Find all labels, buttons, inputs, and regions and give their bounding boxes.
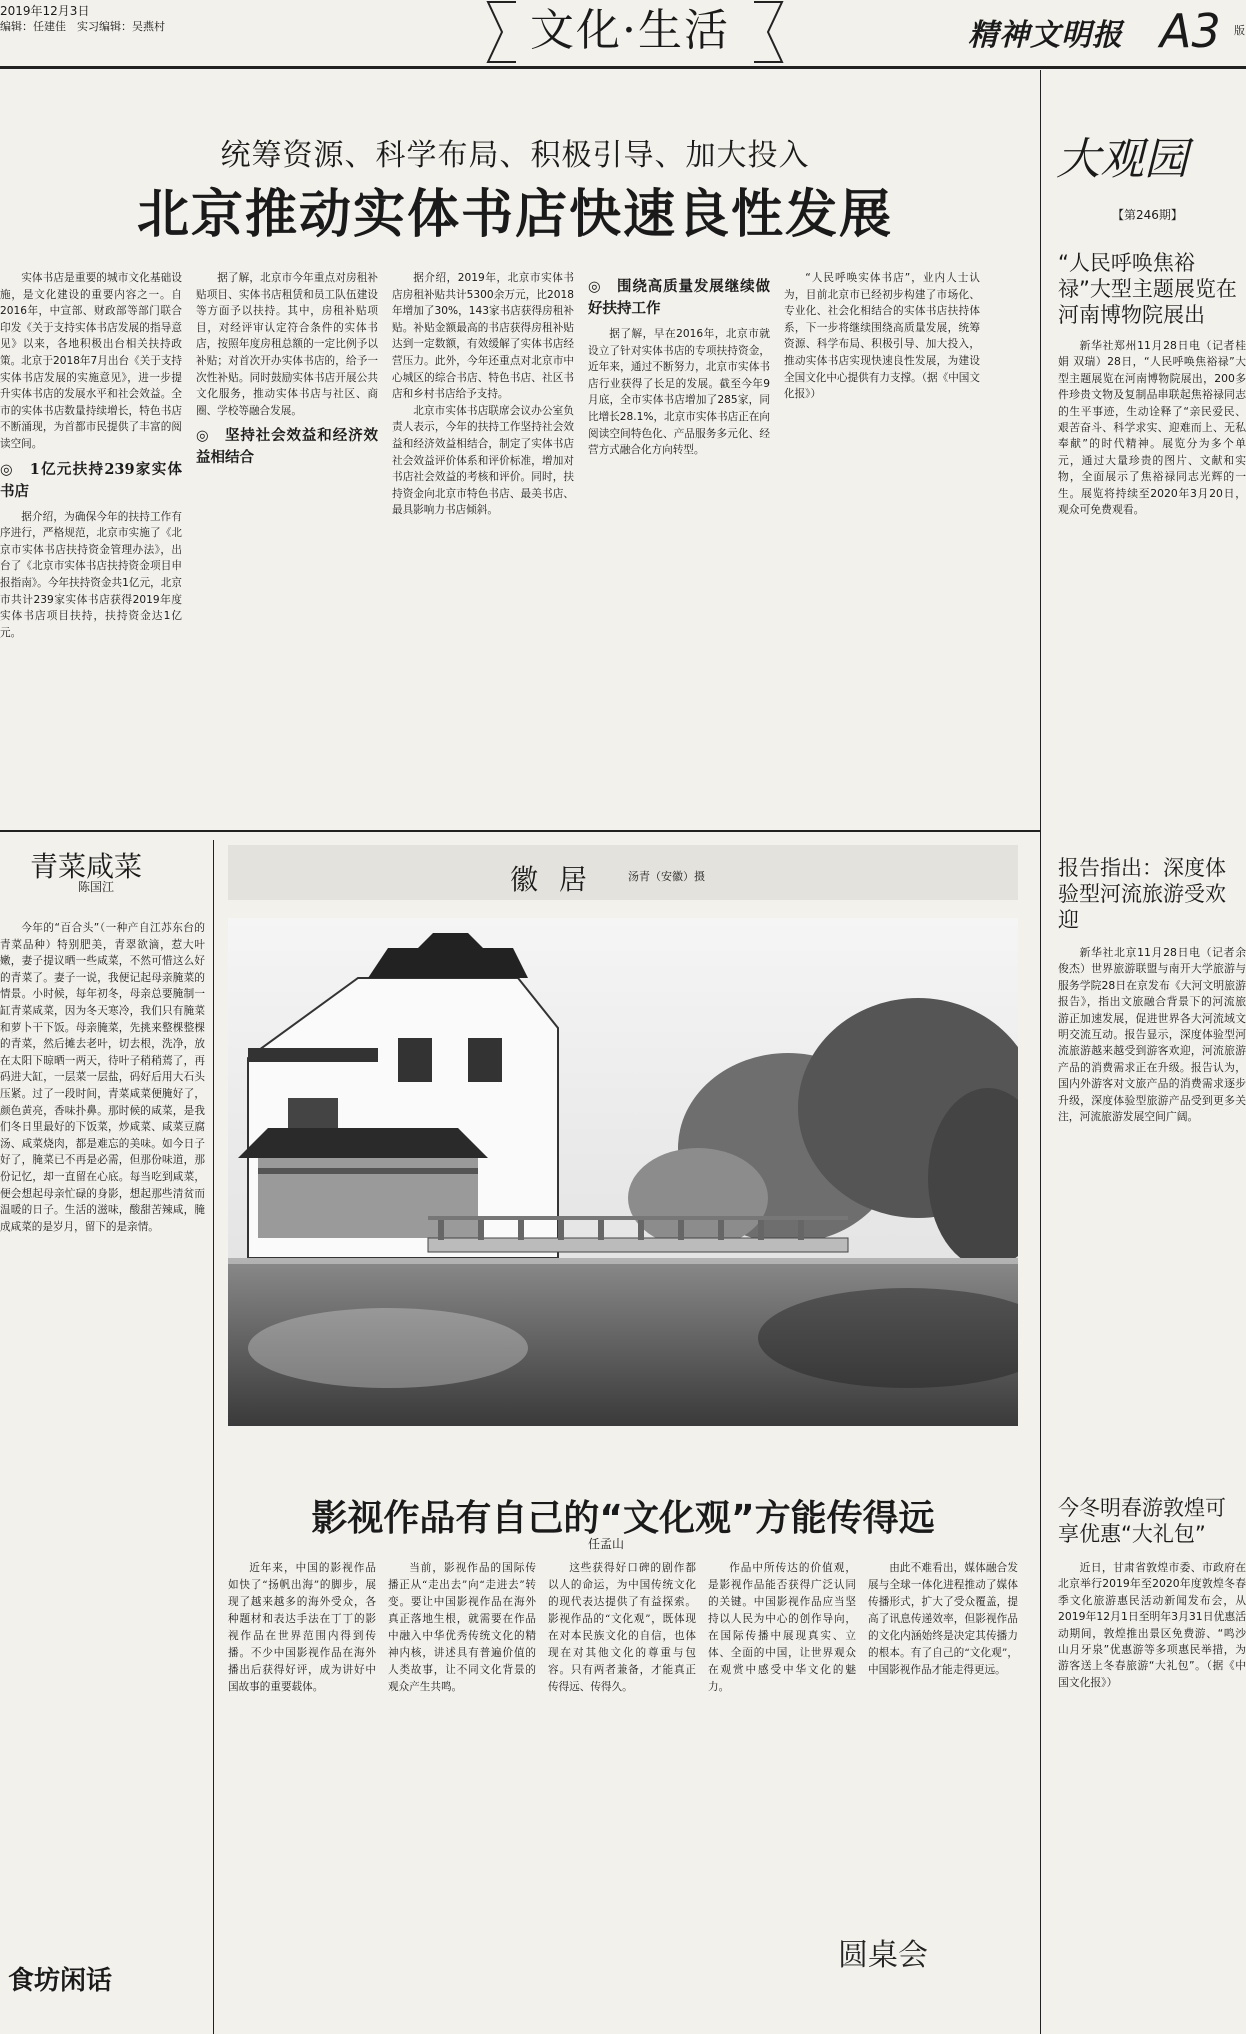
section-title: 文化·生活 [530, 5, 730, 56]
edition-label: 版 [1234, 24, 1245, 37]
sidebar-story-2-title: 报告指出：深度体验型河流旅游受欢迎 [1058, 856, 1226, 932]
lead-subhead-2: ◎ 坚持社会效益和经济效益相结合 [196, 427, 378, 467]
sidebar-story-1-body [1058, 338, 1246, 820]
film-paragraph: 近年来，中国的影视作品如快了“扬帆出海”的脚步，展现了越来越多的海外受众，各种题材和表达手法在丁丁的影视作品在世界范围内得到传播。不少中国影视作品在海外播出后获得好评，成为讲好中国故事的重要载体。 [228, 1562, 376, 1693]
film-column-2 [388, 1560, 536, 2025]
sidebar-story-3-title: 今冬明春游敦煌可享优惠“大礼包” [1058, 1496, 1226, 1546]
film-paragraph: 当前，影视作品的国际传播正从“走出去”向“走进去”转变。要让中国影视作品在海外真正落地生根，就需要在作品中融入中华优秀传统文化的精神内核，讲述具有普遍价值的人类故事，让不同文化背景的观众产生共鸣。 [388, 1562, 536, 1693]
section-brace-left [478, 0, 518, 64]
editor-credits: 编辑：任建佳 实习编辑：吴燕村 [0, 20, 165, 33]
film-article-title: 影视作品有自己的“文化观”方能传得远 [311, 1498, 935, 1539]
lead-paragraph: 北京市实体书店联席会议办公室负责人表示，今年的扶持工作坚持社会效益和经济效益相结合，制定了实体书店社会效益评价体系和评价标准，增加对书店社会效益的考核和评价。同时，扶持资金向北京市特色书店、最美书店、最具影响力书店倾斜。 [392, 404, 574, 517]
lead-kicker: 统筹资源、科学布局、积极引导、加大投入 [220, 138, 810, 173]
column-tag: 食坊闲话 [8, 1966, 113, 1996]
lead-headline: 北京推动实体书店快速良性发展 [136, 185, 893, 245]
lead-paragraph: 据介绍，2019年，北京市实体书店房租补贴共计5300余万元，比2018年增加了30%，143家书店获得房租补贴。补贴金额最高的书店获得房租补贴达到一定数额，有效缓解了实体书店经营压力。此外，今年还重点对北京市中心城区的综合书店、特色书店、社区书店和乡村书店给予支持。 [392, 272, 574, 401]
essay-body [0, 920, 205, 1950]
round-table-tag: 圆桌会 [838, 1938, 928, 1973]
photo-banner [228, 845, 1018, 900]
paper-masthead: 精神文明报 [968, 18, 1123, 53]
essay-author: 陈国江 [78, 880, 115, 894]
sidebar-story-3-body [1058, 1560, 1246, 2020]
header-rule [0, 66, 1246, 69]
photo-huizhou-house [228, 918, 1018, 1426]
film-column-5 [868, 1560, 1018, 1920]
photo-illustration [228, 918, 1018, 1426]
lead-column-3 [392, 270, 574, 825]
film-paragraph: 这些获得好口碑的剧作都以人的命运，为中国传统文化的现代表达提供了有益探索。影视作品的“文化观”，既体现在对本民族文化的自信，也体现在对其他文化的尊重与包容。只有两者兼备，才能真正传得远、传得久。 [548, 1562, 696, 1693]
lead-paragraph: 据了解，早在2016年，北京市就设立了针对实体书店的专项扶持资金，近年来，通过不断努力，北京市实体书店行业获得了长足的发展。截至今年9月底，全市实体书店增加了285家，同比增长28.1%，北京市实体书店正在向阅读空间特色化、产品服务多元化、经营方式融合化方向转型。 [588, 328, 770, 457]
essay-divider [213, 840, 214, 2034]
sidebar-story-2-body [1058, 945, 1246, 1485]
lead-paragraph: 据了解，北京市今年重点对房租补贴项目、实体书店租赁和员工队伍建设等方面予以扶持。其中，房租补贴项目，对经评审认定符合条件的实体书店，按照年度房租总额的一定比例予以补贴；对首次开办实体书店的，给予一次性补贴。同时鼓励实体书店开展公共文化服务，推动实体书店与社区、商圈、学校等融合发展。 [196, 272, 378, 417]
section-brace-right [752, 0, 792, 64]
sidebar-logo [1048, 120, 1246, 200]
lead-paragraph: 据介绍，为确保今年的扶持工作有序进行，严格规范，北京市实施了《北京市实体书店扶持资金管理办法》，出台了《北京市实体书店扶持资金项目申报指南》。今年扶持资金共1亿元，北京市共计239家实体书店获得2019年度实体书店项目扶持，扶持资金达1亿元。 [0, 510, 182, 639]
lead-column-2 [196, 270, 378, 825]
page-number: A3 [1160, 4, 1221, 58]
lead-column-1 [0, 270, 182, 825]
film-column-3 [548, 1560, 696, 2025]
sidebar-divider [1040, 70, 1041, 2034]
film-column-1 [228, 1560, 376, 2025]
essay-paragraph: 今年的“百合头”（一种产自江苏东台的青菜品种）特别肥美，青翠欲滴，惹大叶嫩，妻子提议晒一些咸菜，不然可惜这么好的青菜了。妻子一说，我便记起母亲腌菜的情景。小时候，每年初冬，母亲总要腌制一缸青菜咸菜，因为冬天寒冷，我们只有腌菜和萝卜干下饭。母亲腌菜，先挑来整棵整棵的青菜，然后摊去老叶，切去根，洗净，放在太阳下晾晒一两天，待叶子稍稍蔫了，再码进大缸，一层菜一层盐，码好后用大石头压紧。过了一段时间，青菜咸菜便腌好了，颜色黄亮，香味扑鼻。那时候的咸菜，是我们冬日里最好的下饭菜，炒咸菜、咸菜豆腐汤、咸菜烧肉，都是难忘的美味。如今日子好了，腌菜已不再是必需，但那份味道，那份记忆，却一直留在心底。每当吃到咸菜，便会想起母亲忙碌的身影，想起那些清贫而温暖的日子。生活的滋味，酸甜苦辣咸，腌成咸菜的是岁月，留下的是亲情。 [0, 922, 205, 1233]
sidebar-story-1-title: “人民呼唤焦裕禄”大型主题展览在河南博物院展出 [1058, 251, 1237, 327]
lead-divider [0, 830, 1040, 832]
lead-column-5 [784, 270, 980, 825]
film-paragraph: 由此不难看出，媒体融合发展与全球一体化进程推动了媒体传播形式，扩大了受众覆盖，提高了讯息传递效率，但影视作品的文化内涵始终是决定其传播力的根本。有了自己的“文化观”，中国影视作品才能走得更远。 [868, 1562, 1018, 1676]
film-article-author: 任孟山 [588, 1537, 625, 1551]
sidebar-paragraph: 近日，甘肃省敦煌市委、市政府在北京举行2019年至2020年度敦煌冬春季文化旅游惠民活动新闻发布会，从2019年12月1日至明年3月31日优惠活动期间，敦煌推出景区免费游、“鸣沙山月牙泉”优惠游等多项惠民举措，为游客送上冬春旅游“大礼包”。（据《中国文化报》） [1058, 1561, 1246, 1689]
issue-date: 2019年12月3日 [0, 4, 90, 18]
sidebar-paragraph: 新华社北京11月28日电（记者余俊杰）世界旅游联盟与南开大学旅游与服务学院28日在京发布《大河文明旅游报告》，指出文旅融合背景下的河流旅游正加速发展，促进世界各大河流域文明交流互动。报告显示，深度体验型河流旅游越来越受到游客欢迎，河流旅游产品的消费需求正在升级。报告认为，国内外游客对文旅产品的消费需求逐步升级，深度体验型旅游产品受到更多关注，河流旅游发展空间广阔。 [1058, 946, 1246, 1124]
sidebar-logo-text: 大观园 [1056, 134, 1188, 185]
lead-subhead-1: ◎ 1亿元扶持239家实体书店 [0, 460, 182, 500]
photo-credit: 汤青（安徽）摄 [628, 870, 705, 883]
sidebar-paragraph: 新华社郑州11月28日电（记者桂娟 双瑞）28日，“人民呼唤焦裕禄”大型主题展览在河南博物院展出，200多件珍贵文物及复制品串联起焦裕禄同志的生平事迹，生动诠释了“亲民爱民、艰苦奋斗、科学求实、迎难而上、无私奉献”的时代精神。展览分为多个单元，通过大量珍贵的图片、文献和实物，全面展示了焦裕禄同志光辉的一生。展览将持续至2020年3月20日，观众可免费观看。 [1058, 339, 1246, 517]
lead-paragraph: “人民呼唤实体书店”，业内人士认为，目前北京市已经初步构建了市场化、专业化、社会化相结合的实体书店扶持体系，下一步将继续围绕高质量发展，统筹资源、科学布局、积极引导、加大投入，推动实体书店实现快速良性发展，为建设全国文化中心提供有力支撑。（据《中国文化报》） [784, 272, 980, 401]
photo-title: 徽 居 [510, 863, 593, 896]
sidebar-issue-number: 【第246期】 [1112, 208, 1183, 222]
essay-title: 青菜咸菜 [30, 850, 143, 883]
lead-column-4 [588, 270, 770, 825]
lead-paragraph: 实体书店是重要的城市文化基础设施，是文化建设的重要内容之一。自2016年，中宣部、财政部等部门联合印发《关于支持实体书店发展的指导意见》以来，各地积极出台相关扶持政策。北京于2018年7月出台《关于支持实体书店发展的实施意见》，进一步提升实体书店的发展水平和社会效益。全市的实体书店数量持续增长，特色书店不断涌现，为首都市民提供了丰富的阅读空间。 [0, 272, 182, 450]
film-column-4 [708, 1560, 856, 2025]
lead-subhead-3: ◎ 围绕高质量发展继续做好扶持工作 [588, 278, 770, 317]
film-paragraph: 作品中所传达的价值观，是影视作品能否获得广泛认同的关键。中国影视作品应当坚持以人民为中心的创作导向，在国际传播中展现真实、立体、全面的中国，让世界观众在观赏中感受中华文化的魅力。 [708, 1562, 856, 1693]
